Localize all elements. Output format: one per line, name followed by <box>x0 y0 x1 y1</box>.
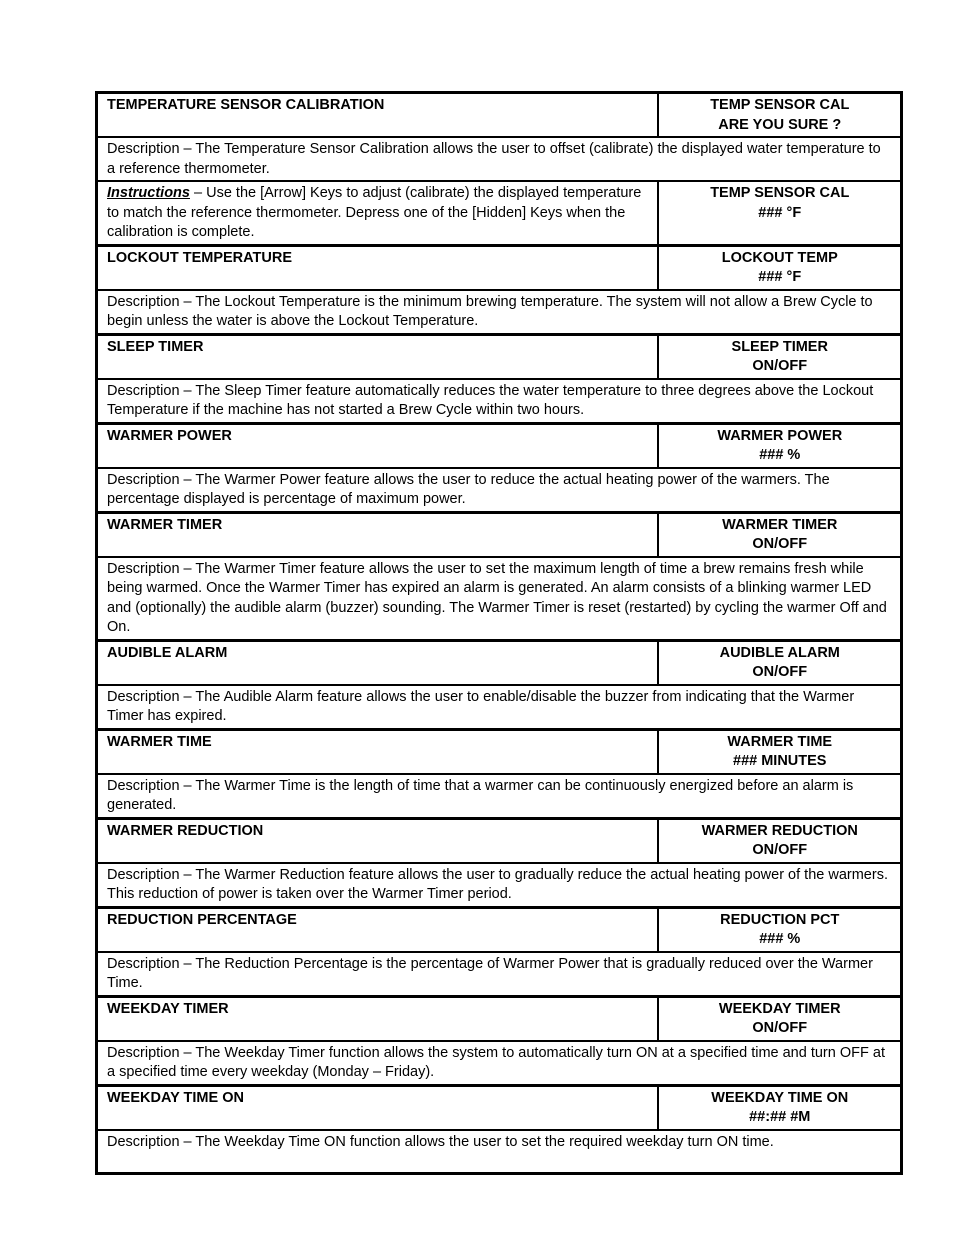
setting-display-cell <box>658 996 902 1041</box>
setting-title: TEMPERATURE SENSOR CALIBRATION <box>97 93 658 138</box>
display-line: ON/OFF <box>752 536 808 552</box>
setting-display-cell <box>658 245 902 290</box>
settings-table <box>95 91 903 1175</box>
setting-title: REDUCTION PERCENTAGE <box>97 907 658 952</box>
display-line: AUDIBLE ALARM <box>719 644 840 661</box>
setting-description-row <box>97 468 902 513</box>
setting-description: Description – The Warmer Timer feature allows the user to set the maximum length of time a brew remains fresh while being warmed. Once the Warmer Timer has expired an alarm is generated. An alarm consists of a blinking warmer LED and (optionally) the audible alarm (buzzer) sounding. The Warmer Timer is reset (restarted) by cycling the warmer Off and On. <box>97 557 902 641</box>
instructions-text: – Use the [Arrow] Keys to adjust (calibrate) the displayed temperature to match the reference thermometer. Depress one of the [Hidden] Keys when the calibration is complete. <box>107 185 642 240</box>
setting-display-cell <box>658 729 902 774</box>
setting-description-row <box>97 774 902 819</box>
setting-header-row <box>97 818 902 863</box>
display-line: ### % <box>759 931 801 947</box>
setting-description: Description – The Weekday Timer function allows the system to automatically turn ON at a specified time and turn OFF at a specified time every weekday (Monday – Friday). <box>97 1041 902 1086</box>
setting-display-cell <box>658 512 902 557</box>
setting-title: WARMER TIMER <box>97 512 658 557</box>
display-line: ON/OFF <box>752 358 808 374</box>
setting-header-row <box>97 512 902 557</box>
setting-display-cell <box>658 907 902 952</box>
setting-description: Description – The Warmer Reduction feature allows the user to gradually reduce the actual heating power of the warmers. This reduction of power is taken over the Warmer Timer period. <box>97 863 902 908</box>
setting-title: WARMER POWER <box>97 423 658 468</box>
display-line: ARE YOU SURE ? <box>718 116 842 133</box>
setting-description-row <box>97 863 902 908</box>
setting-description: Description – The Audible Alarm feature allows the user to enable/disable the buzzer from indicating that the Warmer Timer has expired. <box>97 685 902 730</box>
display-line: ##:## #M <box>749 1109 811 1125</box>
display-line: ON/OFF <box>752 1020 808 1036</box>
setting-description-row <box>97 952 902 997</box>
setting-title: WEEKDAY TIME ON <box>97 1085 658 1130</box>
display-line: LOCKOUT TEMP <box>721 249 838 266</box>
display-line: WARMER TIME <box>727 733 833 750</box>
setting-description-row <box>97 557 902 641</box>
setting-description: Description – The Warmer Time is the length of time that a warmer can be continuously energized before an alarm is generated. <box>97 774 902 819</box>
setting-display-cell <box>658 818 902 863</box>
setting-description: Description – The Lockout Temperature is the minimum brewing temperature. The system will not allow a Brew Cycle to begin unless the water is above the Lockout Temperature. <box>97 290 902 335</box>
setting-header-row <box>97 996 902 1041</box>
display-line: WEEKDAY TIMER <box>718 1000 841 1017</box>
display-line: ### °F <box>758 204 802 221</box>
setting-title: AUDIBLE ALARM <box>97 640 658 685</box>
display-line: TEMP SENSOR CAL <box>710 185 850 201</box>
display-line: WARMER POWER <box>717 427 843 444</box>
setting-description: Description – The Weekday Time ON function allows the user to set the required weekday turn ON time. <box>97 1130 902 1174</box>
setting-description-row <box>97 137 902 181</box>
settings-table-body <box>97 93 902 1174</box>
setting-description: Description – The Sleep Timer feature automatically reduces the water temperature to three degrees above the Lockout Temperature if the machine has not started a Brew Cycle within two hours. <box>97 379 902 424</box>
setting-description-row <box>97 1130 902 1174</box>
setting-display-cell <box>658 334 902 379</box>
setting-display-cell <box>658 640 902 685</box>
setting-header-row <box>97 245 902 290</box>
setting-header-row <box>97 907 902 952</box>
setting-header-row <box>97 334 902 379</box>
setting-title: WARMER TIME <box>97 729 658 774</box>
display-line: TEMP SENSOR CAL <box>710 97 850 113</box>
setting-display-cell <box>658 1085 902 1130</box>
display-line: ### MINUTES <box>733 753 827 769</box>
setting-description: Description – The Temperature Sensor Calibration allows the user to offset (calibrate) the displayed water temperature to a reference thermometer. <box>97 137 902 181</box>
display-line: WARMER REDUCTION <box>701 822 858 839</box>
setting-header-row <box>97 1085 902 1130</box>
instructions-label: Instructions <box>107 185 190 201</box>
display-line: WEEKDAY TIME ON <box>711 1089 849 1106</box>
display-line: ON/OFF <box>752 842 808 858</box>
display-line: SLEEP TIMER <box>731 338 828 355</box>
instructions-cell <box>97 181 658 245</box>
setting-instructions-row <box>97 181 902 245</box>
setting-description-row <box>97 1041 902 1086</box>
setting-header-row <box>97 729 902 774</box>
setting-header-row <box>97 423 902 468</box>
setting-header-row <box>97 93 902 138</box>
setting-title: LOCKOUT TEMPERATURE <box>97 245 658 290</box>
display-line: WARMER TIMER <box>722 516 838 533</box>
setting-description-row <box>97 379 902 424</box>
setting-description-row <box>97 290 902 335</box>
setting-title: WARMER REDUCTION <box>97 818 658 863</box>
setting-header-row <box>97 640 902 685</box>
setting-description: Description – The Warmer Power feature allows the user to reduce the actual heating power of the warmers. The percentage displayed is percentage of maximum power. <box>97 468 902 513</box>
setting-title: SLEEP TIMER <box>97 334 658 379</box>
setting-description-row <box>97 685 902 730</box>
instructions-display-cell <box>658 181 902 245</box>
setting-display-cell <box>658 423 902 468</box>
display-line: ### °F <box>758 269 802 285</box>
display-line: ON/OFF <box>752 664 808 680</box>
setting-display-cell <box>658 93 902 138</box>
display-line: ### % <box>759 447 801 463</box>
display-line: REDUCTION PCT <box>720 911 840 928</box>
setting-title: WEEKDAY TIMER <box>97 996 658 1041</box>
setting-description: Description – The Reduction Percentage is the percentage of Warmer Power that is gradually reduced over the Warmer Time. <box>97 952 902 997</box>
